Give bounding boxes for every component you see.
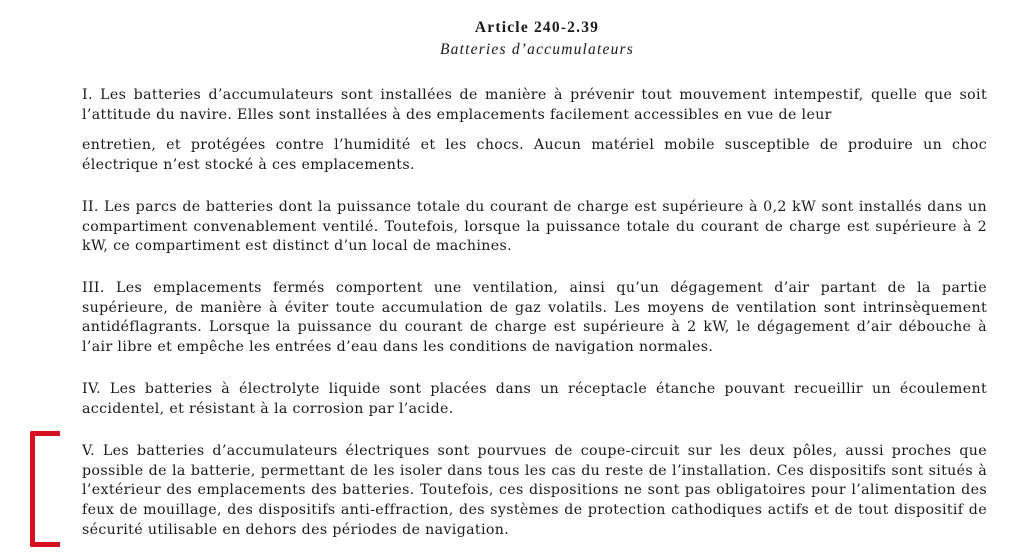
paragraph-i: [82, 86, 987, 176]
highlight-bracket: [30, 431, 60, 547]
paragraph-i-part-1: I. Les batteries d’accumulateurs sont installées de manière à prévenir tout mouvement intempestif, quelle que soit l’attitude du navire. Elles sont installées à des emplacements facilement accessibles en vue de leur: [82, 87, 987, 123]
paragraph-ii: II. Les parcs de batteries dont la puissance totale du courant de charge est supérieure à 0,2 kW sont installés dans un compartiment convenablement ventilé. Toutefois, lorsque la puissance totale du courant de charge est supérieure à 2 kW, ce compartiment est distinct d’un local de machines.: [82, 199, 987, 255]
paragraph-v: V. Les batteries d’accumulateurs électriques sont pourvues de coupe-circuit sur les deux pôles, aussi proches que possible de la batterie, permettant de les isoler dans tous les cas du reste de l’installation. Ces dispositifs sont situés à l’extérieur des emplacements des batteries. Toutefois, ces dispositions ne sont pas obligatoires pour l’alimentation des feux de mouillage, des dispositifs anti-effraction, des systèmes de protection cathodiques actifs et de tout dispositif de sécurité utilisable en dehors des périodes de navigation.: [82, 443, 987, 538]
article-title: Article 240-2.39: [474, 19, 600, 36]
paragraph-i-part-2: entretien, et protégées contre l’humidité et les chocs. Aucun matériel mobile susceptible de produire un choc électrique n’est stocké à ces emplacements.: [82, 137, 987, 174]
paragraph-iv: IV. Les batteries à électrolyte liquide sont placées dans un réceptacle étanche pouvant recueillir un écoulement accidentel, et résistant à la corrosion par l’acide.: [82, 381, 987, 417]
paragraph-i-gap: [82, 125, 987, 136]
paragraph-iii: III. Les emplacements fermés comportent une ventilation, ainsi qu’un dégagement d’air partant de la partie supérieure, de manière à éviter toute accumulation de gaz volatils. Les moyens de ventilation sont intrinsèquement antidéflagrants. Lorsque la puissance du courant de charge est supérieure à 2 kW, le dégagement d’air débouche à l’air libre et empêche les entrées d’eau dans les conditions de navigation normales.: [82, 280, 987, 356]
article-subtitle: Batteries d’accumulateurs: [439, 41, 634, 58]
